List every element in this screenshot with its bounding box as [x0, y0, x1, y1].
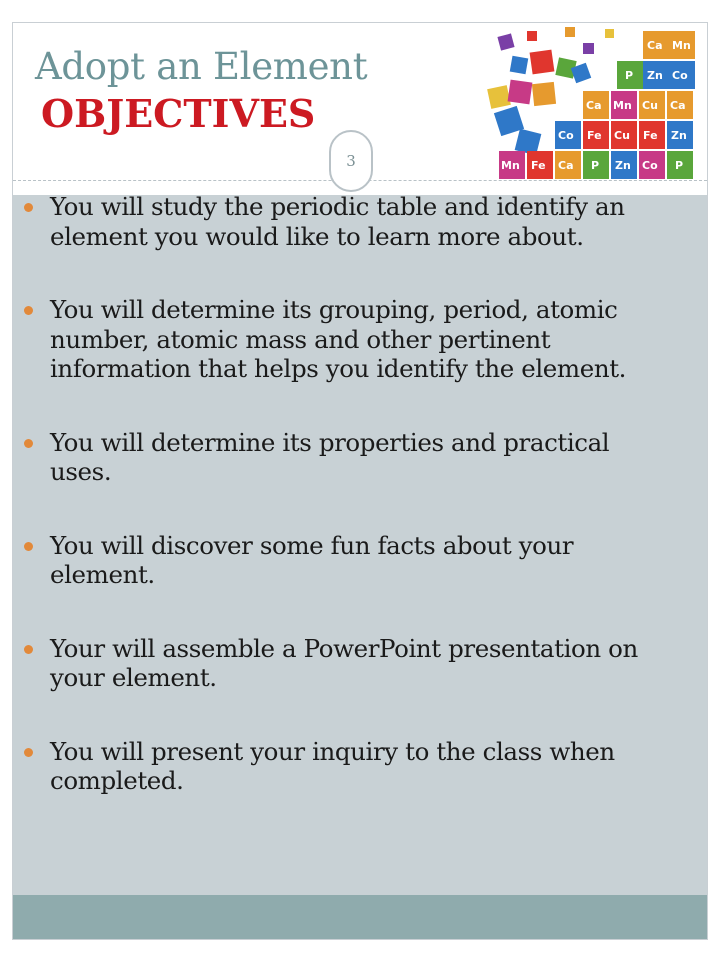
svg-text:Fe: Fe — [643, 129, 658, 142]
svg-text:Zn: Zn — [671, 129, 687, 142]
svg-text:Zn: Zn — [647, 69, 663, 82]
svg-text:Fe: Fe — [587, 129, 602, 142]
svg-text:Co: Co — [672, 69, 688, 82]
svg-text:P: P — [625, 69, 634, 82]
bullet-icon — [24, 203, 33, 212]
bullet-icon — [24, 306, 33, 315]
svg-text:Co: Co — [558, 129, 574, 142]
bullet-text: You will study the periodic table and identify an element you would like to learn more about. — [50, 192, 625, 251]
bullet-icon — [24, 748, 33, 757]
svg-text:Ca: Ca — [558, 159, 574, 172]
bullet-icon — [24, 439, 33, 448]
list-item — [22, 737, 672, 796]
cube-stack — [499, 31, 695, 179]
periodic-element-cubes-image — [471, 23, 699, 183]
footer-band — [13, 895, 707, 940]
svg-text:P: P — [591, 159, 600, 172]
list-item — [22, 634, 672, 693]
svg-text:P: P — [675, 159, 684, 172]
objectives-list — [22, 192, 672, 796]
bullet-text: You will present your inquiry to the class when completed. — [50, 736, 615, 795]
bullet-text: You will determine its properties and practical uses. — [50, 427, 610, 486]
svg-text:Mn: Mn — [613, 99, 632, 112]
svg-text:Fe: Fe — [531, 159, 546, 172]
list-item — [22, 531, 672, 590]
svg-text:Zn: Zn — [615, 159, 631, 172]
slide-title: Adopt an Element — [35, 45, 368, 88]
svg-text:Ca: Ca — [670, 99, 686, 112]
svg-text:Cu: Cu — [614, 129, 630, 142]
bullet-text: You will determine its grouping, period, atomic number, atomic mass and other pertinent information that helps you identify the element. — [50, 295, 627, 383]
svg-text:Mn: Mn — [501, 159, 520, 172]
list-item — [22, 295, 672, 384]
bullet-text: You will discover some fun facts about your element. — [50, 530, 574, 589]
svg-text:Mn: Mn — [672, 39, 691, 52]
slide-subtitle: OBJECTIVES — [41, 91, 316, 136]
bullet-text: Your will assemble a PowerPoint presentation on your element. — [50, 633, 638, 692]
list-item — [22, 428, 672, 487]
svg-text:Ca: Ca — [647, 39, 663, 52]
bullet-icon — [24, 542, 33, 551]
page-number-badge: 3 — [329, 130, 373, 192]
svg-text:Ca: Ca — [586, 99, 602, 112]
bullet-icon — [24, 645, 33, 654]
svg-text:Co: Co — [642, 159, 658, 172]
svg-text:Cu: Cu — [642, 99, 658, 112]
list-item — [22, 192, 672, 251]
